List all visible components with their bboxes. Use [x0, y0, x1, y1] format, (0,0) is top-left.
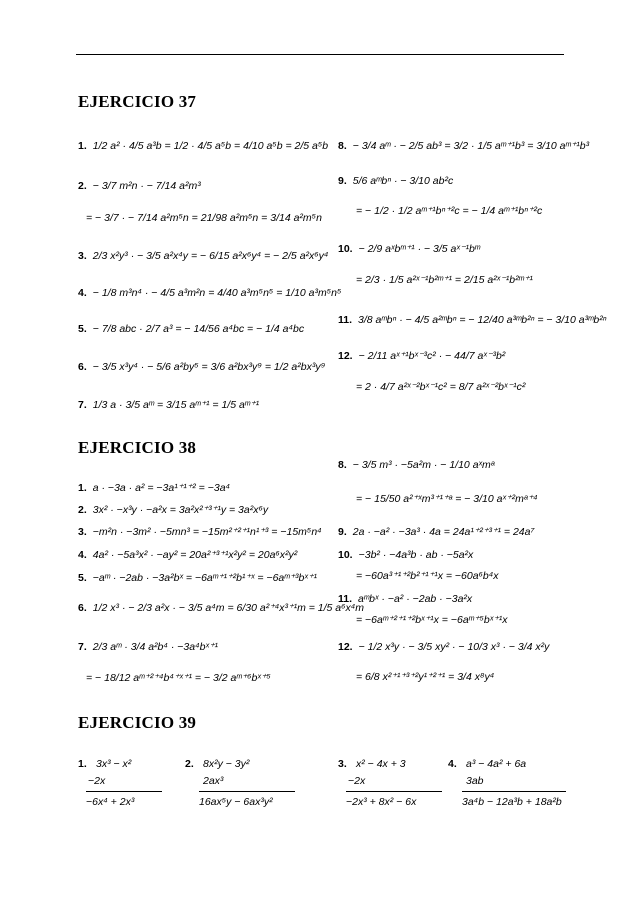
e39-1-multiplier: −2x: [88, 775, 106, 787]
e37-item-9-cont: = − 1/2 · 1/2 aᵐ⁺¹bⁿ⁺²c = − 1/4 aᵐ⁺¹bⁿ⁺²c: [356, 205, 543, 217]
e37-item-2-cont: = − 3/7 · − 7/14 a²m⁵n = 21/98 a²m⁵n = 3/14 a²m⁵n: [86, 212, 322, 224]
e39-2-multiplier: 2ax³: [203, 775, 224, 787]
e38-item-8-cont: = − 15/50 a²⁺ˣm³⁺¹⁺ᵃ = − 3/10 aˣ⁺²mᵃ⁺⁴: [356, 493, 538, 505]
e38-item-7-cont: = − 18/12 aᵐ⁺²⁺⁴b⁴⁺ˣ⁺¹ = − 3/2 aᵐ⁺⁶bˣ⁺⁵: [86, 672, 271, 684]
e37-item-2: 2. − 3/7 m²n · − 7/14 a²m³: [78, 180, 201, 192]
e38-item-5: 5. −aᵐ · −2ab · −3a²bˣ = −6aᵐ⁺¹⁺²b¹⁺ˣ = −6aᵐ⁺³bˣ⁺¹: [78, 572, 317, 584]
e38-item-10: 10. −3b² · −4a³b · ab · −5a²x: [338, 549, 474, 561]
e37-item-10-cont: = 2/3 · 1/5 a²ˣ⁻¹b²ᵐ⁺¹ = 2/15 a²ˣ⁻¹b²ᵐ⁺¹: [356, 274, 533, 286]
e37-item-6: 6. − 3/5 x³y⁴ · − 5/6 a²by⁵ = 3/6 a²bx³y⁹ = 1/2 a²bx³y⁹: [78, 361, 326, 373]
e39-4-multiplicand: a³ − 4a² + 6a: [466, 758, 527, 770]
heading-ejercicio-37: EJERCICIO 37: [78, 92, 197, 111]
e39-4-result: 3a⁴b − 12a³b + 18a²b: [462, 796, 562, 808]
e37-item-10: 10. − 2/9 aˣbᵐ⁺¹ · − 3/5 aˣ⁻¹bᵐ: [338, 243, 481, 255]
e39-2-result: 16ax⁵y − 6ax³y²: [199, 796, 273, 808]
e37-item-8: 8. − 3/4 aᵐ · − 2/5 ab³ = 3/2 · 1/5 aᵐ⁺¹b³ = 3/10 aᵐ⁺¹b³: [338, 140, 590, 152]
e38-item-11: 11. aᵐbˣ · −a² · −2ab · −3a²x: [338, 593, 473, 605]
e39-1-result: −6x⁴ + 2x³: [86, 796, 135, 808]
e37-item-7: 7. 1/3 a · 3/5 aᵐ = 3/15 aᵐ⁺¹ = 1/5 aᵐ⁺¹: [78, 399, 260, 411]
e39-3-multiplicand: x² − 4x + 3: [356, 758, 406, 770]
e39-2-multiplicand: 8x²y − 3y²: [203, 758, 250, 770]
e39-item-2: 2. 8x²y − 3y² 2ax³ 16ax⁵y − 6ax³y²: [185, 758, 305, 813]
e39-1-bar: [86, 791, 162, 792]
e38-item-12-cont: = 6/8 x²⁺¹⁺³⁺²y¹⁺²⁺¹ = 3/4 x⁸y⁴: [356, 671, 495, 683]
e39-item-4: 4. a³ − 4a² + 6a 3ab 3a⁴b − 12a³b + 18a²b: [448, 758, 598, 813]
e38-item-3: 3. −m²n · −3m² · −5mn³ = −15m²⁺²⁺¹n¹⁺³ = −15m⁵n⁴: [78, 526, 322, 538]
e37-item-12: 12. − 2/11 aˣ⁺¹bˣ⁻³c² · − 44/7 aˣ⁻³b²: [338, 350, 506, 362]
e38-item-4: 4. 4a² · −5a³x² · −ay² = 20a²⁺³⁺¹x²y² = 20a⁶x²y²: [78, 549, 298, 561]
e38-item-10-cont: = −60a³⁺¹⁺²b²⁺¹⁺¹x = −60a⁶b⁴x: [356, 570, 499, 582]
e39-3-bar: [346, 791, 442, 792]
e39-item-3: 3. x² − 4x + 3 −2x −2x³ + 8x² − 6x: [338, 758, 458, 813]
heading-ejercicio-39: EJERCICIO 39: [78, 713, 197, 732]
e38-item-7: 7. 2/3 aᵐ · 3/4 a²b⁴ · −3a⁴bˣ⁺¹: [78, 641, 219, 653]
e38-item-6: 6. 1/2 x³ · − 2/3 a²x · − 3/5 a⁴m = 6/30 a²⁺⁴x³⁺¹m = 1/5 a⁶x⁴m: [78, 602, 365, 614]
e39-2-bar: [199, 791, 295, 792]
e38-item-12: 12. − 1/2 x³y · − 3/5 xy² · − 10/3 x³ · − 3/4 x²y: [338, 641, 550, 653]
e37-item-11: 11. 3/8 aᵐbⁿ · − 4/5 a²ᵐbⁿ = − 12/40 a³ᵐb²ⁿ = − 3/10 a³ᵐb²ⁿ: [338, 314, 607, 326]
e39-1-multiplicand: 3x³ − x²: [96, 758, 132, 770]
e38-item-8: 8. − 3/5 m³ · −5a²m · − 1/10 aˣmᵃ: [338, 459, 495, 471]
e39-3-multiplier: −2x: [348, 775, 366, 787]
e39-4-multiplier: 3ab: [466, 775, 484, 787]
e37-item-4: 4. − 1/8 m³n⁴ · − 4/5 a³m²n = 4/40 a³m⁵n⁵ = 1/10 a³m⁵n⁵: [78, 287, 342, 299]
e37-item-9: 9. 5/6 aᵐbⁿ · − 3/10 ab²c: [338, 175, 454, 187]
e39-3-result: −2x³ + 8x² − 6x: [346, 796, 417, 808]
e37-item-1: 1. 1/2 a² · 4/5 a³b = 1/2 · 4/5 a⁵b = 4/10 a⁵b = 2/5 a⁵b: [78, 140, 329, 152]
e37-item-5: 5. − 7/8 abc · 2/7 a³ = − 14/56 a⁴bc = − 1/4 a⁴bc: [78, 323, 305, 335]
e38-item-1: 1. a · −3a · a² = −3a¹⁺¹⁺² = −3a⁴: [78, 482, 231, 494]
e39-4-bar: [462, 791, 566, 792]
e37-item-3: 3. 2/3 x²y³ · − 3/5 a²x⁴y = − 6/15 a²x⁶y⁴ = − 2/5 a²x⁶y⁴: [78, 250, 329, 262]
e38-item-9: 9. 2a · −a² · −3a³ · 4a = 24a¹⁺²⁺³⁺¹ = 24a⁷: [338, 526, 535, 538]
e37-item-12-cont: = 2 · 4/7 a²ˣ⁻²bˣ⁻¹c² = 8/7 a²ˣ⁻²bˣ⁻¹c²: [356, 381, 526, 393]
heading-ejercicio-38: EJERCICIO 38: [78, 438, 197, 457]
e39-item-1: 1. 3x³ − x² −2x −6x⁴ + 2x³: [78, 758, 198, 813]
e38-item-2: 2. 3x² · −x³y · −a²x = 3a²x²⁺³⁺¹y = 3a²x⁶y: [78, 504, 269, 516]
top-rule: [76, 54, 564, 55]
e38-item-11-cont: = −6aᵐ⁺²⁺¹⁺²bˣ⁺¹x = −6aᵐ⁺⁵bˣ⁺¹x: [356, 614, 508, 626]
